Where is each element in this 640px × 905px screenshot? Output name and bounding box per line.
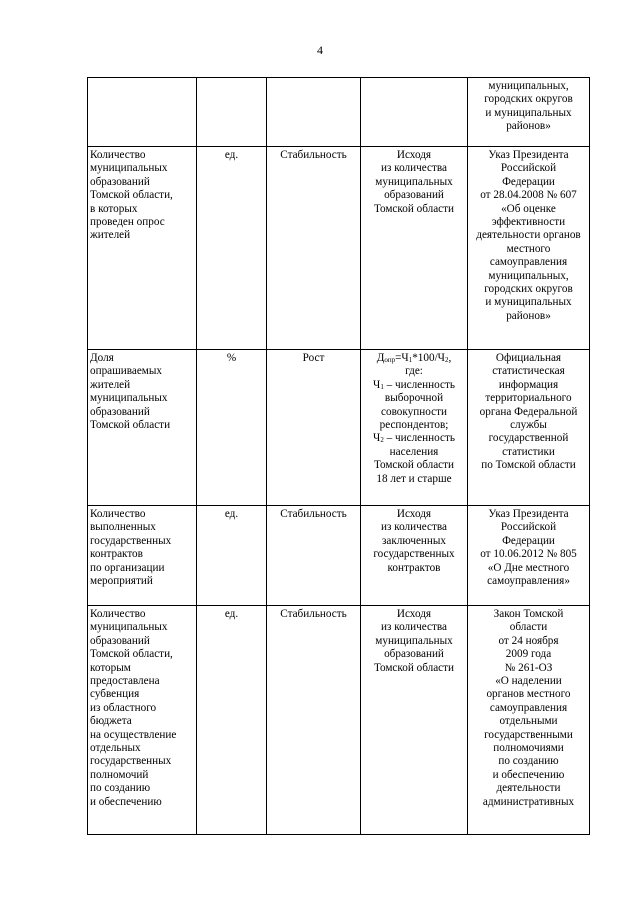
text-line: Российской bbox=[500, 521, 557, 534]
text-line: из количества bbox=[381, 162, 447, 175]
text-line: контрактов bbox=[387, 561, 441, 574]
text-line: населения bbox=[389, 445, 439, 458]
text-line: и обеспечению bbox=[90, 795, 162, 808]
method-cell bbox=[361, 78, 468, 147]
text-line: Количество bbox=[90, 149, 146, 161]
unit-cell: ед. bbox=[197, 506, 267, 606]
text-line: местного bbox=[506, 242, 551, 255]
text-line: Официальная bbox=[495, 352, 562, 364]
text-line: из областного bbox=[90, 701, 157, 714]
source-cell bbox=[468, 147, 590, 350]
text-line: совокупности bbox=[381, 405, 447, 418]
text-line: жителей bbox=[90, 229, 131, 242]
variable-ch1-definition: $Ч_1$ – численность bbox=[373, 378, 455, 391]
text-line: предоставлена bbox=[90, 675, 160, 688]
text-line: отдельными bbox=[499, 715, 558, 728]
text-line: Федерации bbox=[502, 175, 555, 188]
text-line: Исходя bbox=[396, 508, 432, 520]
method-cell bbox=[361, 147, 468, 350]
trend-cell: Стабильность bbox=[267, 606, 361, 835]
unit-cell: ед. bbox=[197, 147, 267, 350]
text-line: субвенция bbox=[90, 688, 140, 701]
text-line: по созданию bbox=[90, 782, 151, 795]
text-line: Томской области bbox=[373, 202, 455, 215]
text-line: городских округов bbox=[484, 93, 573, 106]
text-line: Исходя bbox=[396, 149, 432, 161]
trend-cell: Стабильность bbox=[267, 147, 361, 350]
text-line: по Томской области bbox=[481, 459, 576, 472]
text-line: проведен опрос bbox=[90, 216, 165, 229]
text-line: образований bbox=[90, 175, 150, 188]
text-line: государственных bbox=[373, 548, 455, 561]
text-line: № 261-ОЗ bbox=[504, 661, 553, 674]
text-line: Российской bbox=[500, 162, 557, 175]
source-cell bbox=[468, 606, 590, 835]
text-line: образований bbox=[384, 189, 444, 202]
text-line: от 10.06.2012 № 805 bbox=[480, 548, 577, 561]
indicator-name-cell bbox=[88, 147, 197, 350]
text-line: органов местного bbox=[486, 688, 571, 701]
unit-cell: ед. bbox=[197, 606, 267, 835]
text-line: Томской области bbox=[90, 419, 171, 432]
table-row bbox=[88, 606, 590, 835]
text-line: государственными bbox=[484, 728, 573, 741]
text-line: муниципальных bbox=[90, 162, 168, 175]
text-line: деятельности bbox=[496, 782, 561, 795]
text-line: образований bbox=[384, 648, 444, 661]
text-line: 18 лет и старше bbox=[376, 472, 452, 485]
table-row bbox=[88, 78, 590, 147]
text-line: муниципальных bbox=[90, 621, 168, 634]
text-line: Доля bbox=[90, 352, 114, 364]
text-line: муниципальных, bbox=[488, 80, 569, 92]
unit-cell: % bbox=[197, 350, 267, 506]
text-line: муниципальных, bbox=[488, 269, 569, 282]
formula: $Д_{опр}=Ч_1*100/Ч_2$, bbox=[376, 352, 452, 364]
text-line: городских округов bbox=[484, 283, 573, 296]
table-row bbox=[88, 147, 590, 350]
text-line: районов» bbox=[506, 309, 551, 322]
text-line: деятельности органов bbox=[476, 229, 581, 242]
text-line: районов» bbox=[506, 120, 551, 133]
method-cell bbox=[361, 350, 468, 506]
text-line: государственных bbox=[90, 755, 172, 768]
source-cell bbox=[468, 350, 590, 506]
text-line: самоуправления» bbox=[487, 575, 570, 588]
text-line: Количество bbox=[90, 608, 146, 620]
text-line: муниципальных bbox=[375, 634, 453, 647]
text-line: территориального bbox=[485, 392, 572, 405]
text-line: муниципальных bbox=[375, 175, 453, 188]
text-line: Томской области, bbox=[90, 189, 173, 202]
text-line: по созданию bbox=[498, 755, 559, 768]
text-line: Федерации bbox=[502, 534, 555, 547]
text-line: муниципальных bbox=[90, 392, 168, 405]
text-line: из количества bbox=[381, 521, 447, 534]
text-line: «Об оценке bbox=[501, 202, 556, 215]
text-line: выборочной bbox=[384, 392, 444, 405]
text-line: административных bbox=[482, 795, 575, 808]
trend-cell: Рост bbox=[267, 350, 361, 506]
indicator-name-cell bbox=[88, 350, 197, 506]
text-line: Исходя bbox=[396, 608, 432, 620]
trend-cell: Стабильность bbox=[267, 506, 361, 606]
text-line: от 24 ноября bbox=[498, 634, 559, 647]
text-line: из количества bbox=[381, 621, 447, 634]
text-line: эффективности bbox=[491, 216, 566, 229]
text-line: заключенных bbox=[381, 534, 446, 547]
text-line: самоуправления bbox=[489, 701, 568, 714]
unit-cell bbox=[197, 78, 267, 147]
text-line: «О наделении bbox=[495, 675, 562, 688]
text-line: области bbox=[509, 621, 548, 634]
text-line: по организации bbox=[90, 561, 165, 574]
text-line: органа Федеральной bbox=[479, 405, 578, 418]
text-line: 2009 года bbox=[505, 648, 552, 661]
text-line: и муниципальных bbox=[485, 106, 572, 119]
text-line: выполненных bbox=[90, 521, 156, 534]
text-line: где: bbox=[405, 365, 423, 378]
text-line: статистическая bbox=[492, 365, 565, 378]
text-line: бюджета bbox=[90, 715, 132, 728]
indicator-name-cell bbox=[88, 606, 197, 835]
trend-cell bbox=[267, 78, 361, 147]
text-line: Указ Президента bbox=[488, 149, 569, 161]
text-line: в которых bbox=[90, 202, 138, 215]
text-line: мероприятий bbox=[90, 575, 153, 588]
text-line: полномочиями bbox=[493, 742, 564, 755]
page-number: 4 bbox=[317, 43, 323, 57]
text-line: полномочий bbox=[90, 768, 149, 781]
text-line: «О Дне местного bbox=[487, 561, 570, 574]
method-cell bbox=[361, 506, 468, 606]
variable-ch2-definition: $Ч_2$ – численность bbox=[373, 432, 455, 445]
text-line: от 28.04.2008 № 607 bbox=[480, 189, 577, 202]
indicators-table bbox=[87, 77, 590, 835]
text-line: образований bbox=[90, 405, 150, 418]
text-line: респондентов; bbox=[379, 419, 449, 432]
source-cell bbox=[468, 78, 590, 147]
text-line: отдельных bbox=[90, 742, 141, 755]
text-line: жителей bbox=[90, 378, 131, 391]
text-line: контрактов bbox=[90, 548, 143, 561]
text-line: Томской области bbox=[373, 661, 455, 674]
text-line: на осуществление bbox=[90, 728, 177, 741]
text-line: и муниципальных bbox=[485, 296, 572, 309]
text-line: Томской области bbox=[373, 459, 455, 472]
table-row bbox=[88, 506, 590, 606]
table-row bbox=[88, 350, 590, 506]
indicator-name-cell bbox=[88, 78, 197, 147]
text-line: которым bbox=[90, 661, 131, 674]
indicator-name-cell bbox=[88, 506, 197, 606]
text-line: и обеспечению bbox=[492, 768, 565, 781]
text-line: образований bbox=[90, 634, 150, 647]
text-line: Указ Президента bbox=[488, 508, 569, 520]
text-line: опрашиваемых bbox=[90, 365, 162, 378]
text-line: государственных bbox=[90, 534, 172, 547]
text-line: службы bbox=[510, 419, 547, 432]
text-line: самоуправления bbox=[489, 256, 568, 269]
text-line: Томской области, bbox=[90, 648, 173, 661]
text-line: информация bbox=[498, 378, 559, 391]
method-cell bbox=[361, 606, 468, 835]
text-line: статистики bbox=[502, 445, 555, 458]
source-cell bbox=[468, 506, 590, 606]
text-line: Количество bbox=[90, 508, 146, 520]
text-line: государственной bbox=[488, 432, 569, 445]
text-line: Закон Томской bbox=[493, 608, 564, 620]
